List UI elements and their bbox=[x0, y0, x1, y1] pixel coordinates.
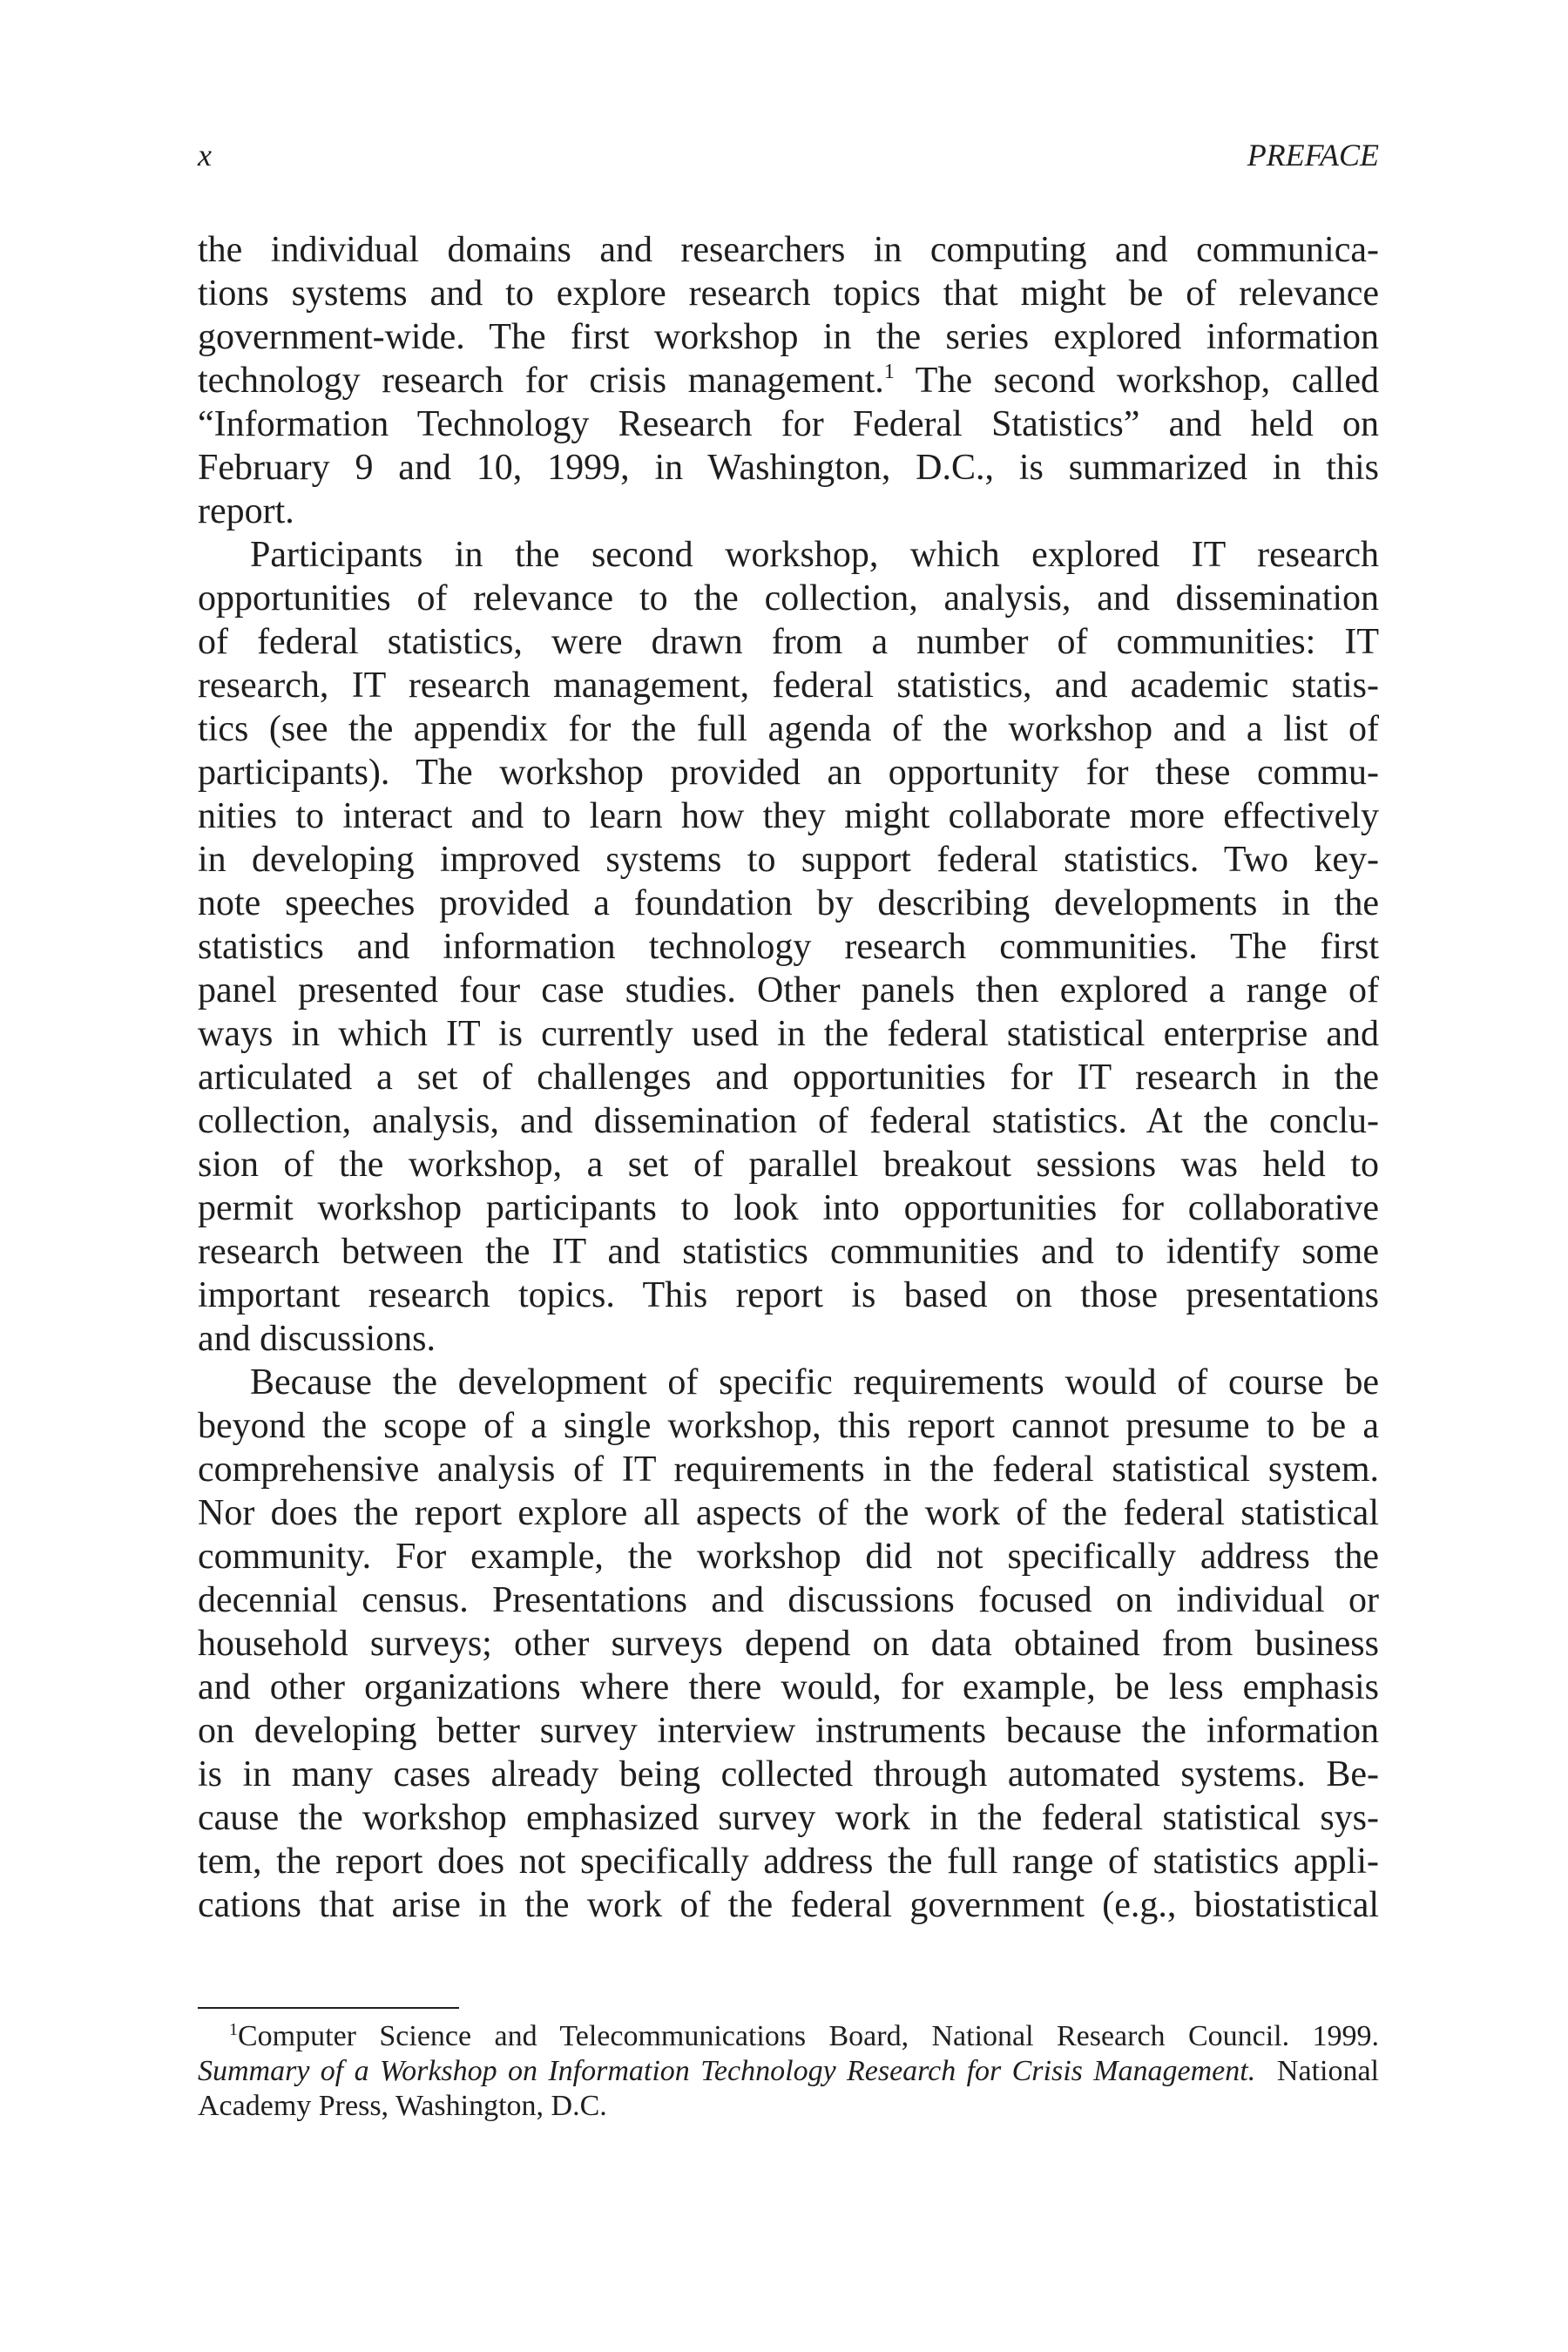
line-text: statistics and information technology research communities. The first bbox=[198, 927, 1379, 967]
line-text: tics (see the appendix for the full agenda of the workshop and a list of bbox=[198, 709, 1379, 749]
section-title: PREFACE bbox=[1247, 138, 1379, 172]
text-line bbox=[198, 925, 1379, 969]
text-line bbox=[198, 577, 1379, 620]
line-text: Because the development of specific requirements would of course be bbox=[250, 1362, 1379, 1402]
text-line bbox=[198, 707, 1379, 751]
footnote-text: Academy Press, Washington, D.C. bbox=[198, 2090, 607, 2122]
line-text: nities to interact and to learn how they might collaborate more effectively bbox=[198, 796, 1379, 836]
text-line bbox=[198, 838, 1379, 882]
line-text: research, IT research management, federal statistics, and academic statis- bbox=[198, 666, 1379, 706]
footnote-line bbox=[198, 2054, 1379, 2089]
text-line bbox=[198, 794, 1379, 838]
paragraph bbox=[198, 533, 1379, 1361]
line-text: sion of the workshop, a set of parallel breakout sessions was held to bbox=[198, 1145, 1379, 1185]
line-text: permit workshop participants to look into opportunities for collaborative bbox=[198, 1188, 1379, 1228]
line-text: report. bbox=[198, 491, 294, 531]
line-text: community. For example, the workshop did not specifically address the bbox=[198, 1537, 1379, 1577]
line-text: ways in which IT is currently used in the federal statistical enterprise and bbox=[198, 1014, 1379, 1054]
text-line bbox=[198, 1448, 1379, 1491]
text-line bbox=[198, 1796, 1379, 1840]
text-line bbox=[198, 751, 1379, 794]
line-text: decennial census. Presentations and discussions focused on individual or bbox=[198, 1580, 1379, 1620]
footnote-text: National bbox=[1255, 2055, 1379, 2087]
running-head bbox=[198, 136, 1379, 174]
text-line bbox=[198, 969, 1379, 1012]
line-text: and discussions. bbox=[198, 1319, 436, 1359]
line-text: is in many cases already being collected through automated systems. Be- bbox=[198, 1754, 1379, 1794]
footnote-line bbox=[198, 2089, 1379, 2124]
text-line bbox=[198, 664, 1379, 707]
footnote-title: Summary of a Workshop on Information Technology Research for Crisis Management. bbox=[198, 2055, 1256, 2087]
text-line bbox=[198, 402, 1379, 446]
paragraph bbox=[198, 1361, 1379, 1927]
text-line bbox=[198, 1274, 1379, 1317]
page-number: x bbox=[198, 138, 212, 172]
footnote-rule bbox=[198, 2007, 459, 2009]
line-text: participants). The workshop provided an opportunity for these commu- bbox=[198, 753, 1379, 793]
text-line bbox=[198, 533, 1379, 577]
text-line bbox=[198, 315, 1379, 359]
line-text: The second workshop, called bbox=[894, 361, 1379, 401]
text-line bbox=[198, 1666, 1379, 1709]
text-line bbox=[198, 1404, 1379, 1448]
footnote bbox=[198, 2019, 1379, 2124]
text-line bbox=[198, 228, 1379, 272]
text-line bbox=[198, 1578, 1379, 1622]
line-text: on developing better survey interview instruments because the information bbox=[198, 1711, 1379, 1751]
text-line bbox=[198, 1622, 1379, 1666]
line-text: Participants in the second workshop, which explored IT research bbox=[250, 535, 1379, 575]
line-text: beyond the scope of a single workshop, this report cannot presume to be a bbox=[198, 1406, 1379, 1446]
text-line bbox=[198, 1535, 1379, 1578]
text-line bbox=[198, 1099, 1379, 1143]
line-text: articulated a set of challenges and opportunities for IT research in the bbox=[198, 1058, 1379, 1098]
text-line bbox=[198, 1753, 1379, 1796]
text-line bbox=[198, 1056, 1379, 1099]
text-line bbox=[198, 1361, 1379, 1404]
line-text: Nor does the report explore all aspects of the work of the federal statistical bbox=[198, 1493, 1379, 1533]
line-text: in developing improved systems to support federal statistics. Two key- bbox=[198, 840, 1379, 880]
line-text: panel presented four case studies. Other panels then explored a range of bbox=[198, 970, 1379, 1010]
body-text bbox=[198, 228, 1379, 1927]
line-text: the individual domains and researchers in computing and communica- bbox=[198, 230, 1379, 270]
text-line bbox=[198, 1883, 1379, 1927]
line-text: comprehensive analysis of IT requirements in the federal statistical system. bbox=[198, 1450, 1379, 1490]
line-text: opportunities of relevance to the collection, analysis, and dissemination bbox=[198, 578, 1379, 618]
footnote-reference[interactable]: 1 bbox=[883, 361, 895, 383]
text-line bbox=[198, 1491, 1379, 1535]
text-line bbox=[198, 1317, 1379, 1361]
text-line bbox=[198, 490, 1379, 533]
line-text: technology research for crisis management. bbox=[198, 361, 884, 401]
line-text: important research topics. This report is based on those presentations bbox=[198, 1275, 1379, 1315]
line-text: research between the IT and statistics communities and to identify some bbox=[198, 1232, 1379, 1272]
line-text: of federal statistics, were drawn from a number of communities: IT bbox=[198, 622, 1379, 662]
text-line bbox=[198, 1143, 1379, 1186]
text-line bbox=[198, 620, 1379, 664]
line-text: government-wide. The first workshop in the series explored information bbox=[198, 317, 1379, 357]
text-line bbox=[198, 1709, 1379, 1753]
line-text: collection, analysis, and dissemination of federal statistics. At the conclu- bbox=[198, 1101, 1379, 1141]
text-line bbox=[198, 882, 1379, 925]
line-text: February 9 and 10, 1999, in Washington, D.C., is summarized in this bbox=[198, 448, 1379, 488]
line-text: and other organizations where there would, for example, be less emphasis bbox=[198, 1667, 1379, 1707]
text-line bbox=[198, 1840, 1379, 1883]
text-line bbox=[198, 446, 1379, 490]
line-text: cations that arise in the work of the federal government (e.g., biostatistical bbox=[198, 1885, 1379, 1925]
paragraph bbox=[198, 228, 1379, 533]
footnote-line bbox=[198, 2019, 1379, 2054]
text-line bbox=[198, 1230, 1379, 1274]
text-line bbox=[198, 1186, 1379, 1230]
line-text: note speeches provided a foundation by describing developments in the bbox=[198, 883, 1379, 923]
text-line bbox=[198, 272, 1379, 315]
footnote-text: Computer Science and Telecommunications Board, National Research Council. 1999. bbox=[238, 2020, 1379, 2052]
footnote-mark: 1 bbox=[229, 2020, 238, 2039]
line-text: “Information Technology Research for Federal Statistics” and held on bbox=[198, 404, 1379, 444]
line-text: cause the workshop emphasized survey work in the federal statistical sys- bbox=[198, 1798, 1379, 1838]
text-line bbox=[198, 1012, 1379, 1056]
line-text: tions systems and to explore research topics that might be of relevance bbox=[198, 274, 1379, 314]
line-text: tem, the report does not specifically address the full range of statistics appli- bbox=[198, 1842, 1379, 1882]
text-line bbox=[198, 359, 1379, 402]
line-text: household surveys; other surveys depend on data obtained from business bbox=[198, 1624, 1379, 1664]
